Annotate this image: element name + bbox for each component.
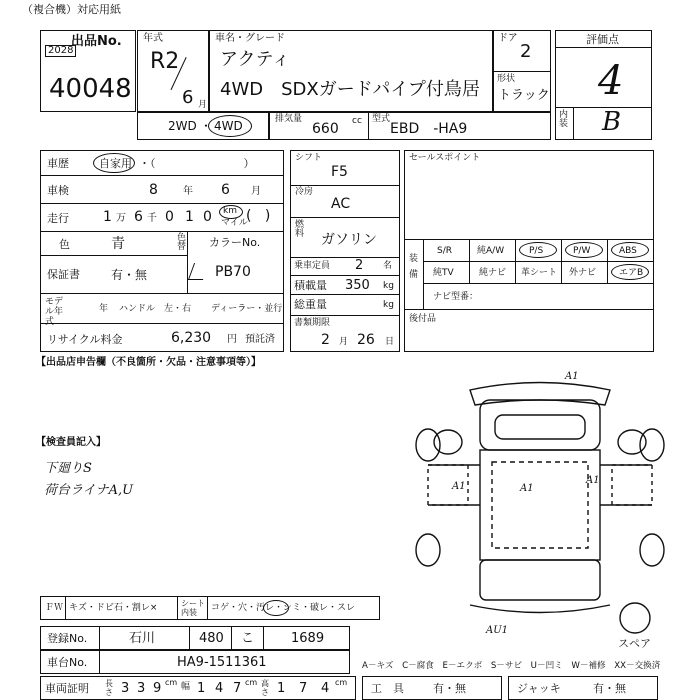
year-slash (128, 51, 139, 85)
equip-line-3 (405, 309, 653, 310)
type-label: 型式 (372, 114, 391, 124)
shape-value: トラック (498, 88, 550, 103)
cert-hei-label: 高さ (261, 679, 269, 697)
score-divider-top (556, 47, 651, 48)
score-value: 4 (598, 58, 624, 104)
displacement-box (269, 112, 551, 140)
spec-line-4 (291, 275, 399, 276)
tools-row (362, 676, 502, 700)
chassis-divider (99, 651, 100, 673)
weight-label: 総重量 (294, 298, 327, 311)
mileage-paren: ( ) (246, 208, 271, 224)
info-table (40, 150, 284, 352)
jack-row (508, 676, 658, 700)
seats-value: 2 (355, 258, 364, 273)
history-extra: ・（ ） (139, 157, 255, 170)
wheel-front-left (416, 429, 440, 461)
color-value: 青 (111, 236, 125, 252)
chassis-label: 車台No. (47, 656, 88, 669)
cert-hei-0: 1 (277, 681, 286, 696)
reg-class: 480 (199, 631, 224, 646)
warranty-label: 保証書 (47, 268, 80, 281)
legend-divider-1 (65, 597, 66, 619)
reg-kana: こ (241, 631, 255, 646)
mileage-d5: 1 (185, 209, 194, 225)
reg-divider-4 (263, 627, 264, 649)
spec-line-5 (291, 294, 399, 295)
mileage-d4: 0 (165, 209, 174, 225)
lot-tag (45, 45, 76, 57)
model-label: 車名・グレード (215, 33, 285, 44)
lot-box (40, 30, 136, 112)
mileage-d3: 千 (147, 213, 157, 224)
ac-value: AC (331, 196, 351, 212)
row-line-3 (41, 231, 283, 232)
equip-vline-0 (423, 239, 424, 309)
displacement-unit: cc (352, 116, 362, 126)
legend-fw: ＦＷ (45, 603, 64, 613)
legend-seat: シート内装 (181, 599, 205, 617)
equip-vline-2 (515, 239, 516, 283)
year-month: 6 (182, 87, 194, 108)
mark-a1-left: A1 (452, 481, 466, 492)
drive-4wd-circle (208, 115, 252, 137)
legend-divider-2 (177, 597, 178, 619)
registration-row (40, 626, 350, 650)
cert-len-1: 3 (137, 681, 146, 696)
declaration-label: 【出品店申告欄（不良箇所・欠品・注意事項等）】 (36, 357, 261, 368)
mileage-km-circle (219, 205, 243, 219)
equip-pw-circle (565, 242, 603, 258)
equip-aw: 純A/W (477, 246, 505, 256)
cert-hei-cm: cm (335, 678, 348, 687)
tools-label: 工 具 (371, 682, 404, 695)
seats-label: 乗車定員 (294, 261, 331, 271)
recycle-unit: 円 (227, 334, 237, 345)
tools-value: 有・無 (433, 682, 466, 695)
legend-seat-text: コゲ・穴・汚レ・シミ・破レ・スレ (211, 603, 356, 613)
mileage-d6: 0 (203, 209, 212, 225)
top-note: （複合機）対応用紙 (22, 3, 121, 16)
sales-divider (405, 239, 653, 240)
year-box (137, 30, 209, 112)
displacement-value: 660 (312, 121, 339, 137)
color-code: PB70 (215, 264, 251, 280)
history-value: 自家用 (99, 157, 132, 170)
row-line-6 (41, 323, 283, 324)
shift-label: シフト (295, 153, 323, 163)
cert-wid-label: 幅 (181, 682, 191, 692)
inspector-line2: 荷台ライナA,U (44, 483, 134, 498)
doors-divider (494, 71, 550, 72)
load-label: 積載量 (294, 279, 327, 292)
reg-number: 1689 (291, 631, 325, 646)
inspection-month-unit: 月 (251, 186, 261, 197)
legend-divider-3 (207, 597, 208, 619)
equip-airbag-circle (611, 264, 649, 280)
type-value: EBD -HA9 (390, 121, 468, 137)
lot-label: 出品No. (71, 34, 122, 49)
mileage-mile: マイル (221, 218, 248, 228)
mileage-km: km (223, 206, 237, 216)
windshield (495, 415, 585, 439)
mirror-right (618, 430, 646, 454)
mark-a1-right: A1 (586, 475, 600, 486)
recycle-note: 預託済 (245, 334, 275, 345)
equip-ps-circle (519, 242, 557, 258)
color-divider (187, 231, 188, 293)
color-code-label: カラーNo. (209, 236, 261, 249)
cert-hei-1: 7 (299, 681, 308, 696)
lot-number: 40048 (49, 74, 132, 104)
dealer-text: ディーラー・並行 (211, 304, 283, 314)
legend-stain-circle (263, 600, 289, 616)
reg-divider-2 (189, 627, 190, 649)
doc-month: 2 (321, 332, 330, 348)
inspection-year-unit: 年 (183, 186, 193, 197)
front-bumper (470, 383, 610, 406)
shape-label: 形状 (497, 74, 516, 84)
inspector-label: 【検査員記入】 (36, 437, 106, 448)
chassis-value: HA9-1511361 (177, 655, 267, 670)
model-grade: 4WD SDXガードパイプ付鳥居 (220, 79, 480, 100)
wheel-rear-left (416, 534, 440, 566)
legend-codes: A－キズ C－腐食 E－エクボ S－サビ U－凹ミ W－補修 XX－交換済 (362, 661, 661, 671)
warranty-value: 有・無 (111, 268, 148, 282)
color-change-label: 色替 (177, 233, 187, 252)
inspector-line1: 下廻りS (44, 461, 92, 476)
weight-unit: kg (383, 300, 394, 310)
wheel-front-right (640, 429, 664, 461)
year-era: R2 (150, 49, 180, 74)
doors-box (493, 30, 551, 112)
reg-divider-3 (231, 627, 232, 649)
spare-tire (620, 603, 650, 633)
jack-value: 有・無 (593, 682, 626, 695)
doc-month-unit: 月 (339, 337, 349, 347)
equip-navi: 純ナビ (479, 268, 507, 278)
mark-a1-bed: A1 (520, 483, 534, 494)
score-interior-divider (573, 107, 574, 139)
mark-au1-rear: AU1 (486, 625, 509, 636)
displacement-label: 排気量 (275, 114, 303, 124)
score-label: 評価点 (586, 33, 619, 46)
drive-2wd: 2WD (168, 119, 197, 133)
load-value: 350 (345, 278, 370, 293)
jack-label: ジャッキ (517, 682, 561, 695)
drive-4wd: 4WD (214, 119, 243, 133)
mileage-d2: 6 (134, 209, 143, 225)
reg-area: 石川 (129, 631, 156, 646)
cert-wid-2: 7 (233, 681, 242, 696)
inspection-label: 車検 (47, 184, 69, 197)
spec-line-3 (291, 257, 399, 258)
spec-line-1 (291, 185, 399, 186)
fuel-value: ガソリン (321, 232, 377, 248)
history-circle (93, 153, 135, 173)
bed (480, 450, 600, 560)
displacement-divider (368, 113, 369, 139)
fuel-label: 燃料 (295, 220, 305, 239)
doors-value: 2 (520, 41, 532, 62)
spec-table (290, 150, 400, 352)
mirror-left (434, 430, 462, 454)
model-year-label: モデル年式 (45, 297, 64, 327)
model-name: アクティ (220, 49, 291, 70)
doc-label: 書類期限 (294, 318, 331, 328)
handle-text: ハンドル 左・右 (119, 304, 192, 314)
recycle-value: 6,230 (171, 330, 212, 346)
side-right (612, 465, 652, 505)
ac-label: 冷房 (295, 187, 314, 197)
cert-wid-0: 1 (197, 681, 206, 696)
equip-airbag: エアB (619, 268, 644, 278)
doc-day-unit: 日 (385, 337, 395, 347)
sales-table (404, 150, 654, 352)
rear-bumper (470, 605, 610, 613)
equip-ext-navi: 外ナビ (569, 268, 597, 278)
color-code-mark (188, 263, 209, 280)
aftermarket-label: 後付品 (409, 314, 437, 324)
row-line-1 (41, 175, 283, 176)
legend-damage: キズ・ドビ石・割レ× (69, 603, 158, 613)
inspection-year: 8 (149, 182, 158, 198)
spec-line-6 (291, 315, 399, 316)
equip-tv: 純TV (433, 268, 454, 278)
cert-len-0: 3 (121, 681, 130, 696)
equipment-label: 装備 (409, 254, 419, 280)
cab-top (480, 400, 600, 450)
row-line-4 (41, 255, 187, 256)
row-line-2 (41, 203, 283, 204)
model-year-unit: 年 (99, 304, 109, 314)
cert-label: 車両証明 (45, 682, 89, 695)
cert-len-cm: cm (165, 678, 178, 687)
history-label: 車歴 (47, 157, 69, 170)
score-box (555, 30, 652, 140)
mileage-d1: 万 (116, 213, 126, 224)
recycle-label: リサイクル料金 (47, 333, 123, 346)
equip-abs: ABS (619, 246, 637, 256)
car-diagram (400, 370, 680, 650)
equip-ps: P/S (529, 246, 544, 256)
reg-divider-1 (99, 627, 100, 649)
equip-vline-3 (561, 239, 562, 283)
cert-len-label: 長さ (105, 679, 113, 697)
doors-label: ドア (498, 33, 518, 44)
nav-model-label: ナビ型番： (433, 292, 479, 302)
mileage-label: 走行 (47, 212, 69, 225)
row-line-5 (41, 293, 283, 294)
drive-box (137, 112, 269, 140)
cert-hei-2: 4 (321, 681, 330, 696)
equip-leather: 革シート (521, 268, 558, 278)
seats-unit: 名 (383, 261, 393, 271)
sales-point-label: セールスポイント (409, 153, 481, 163)
cert-len-2: 9 (153, 681, 162, 696)
equip-abs-circle (611, 242, 649, 258)
legend-row (40, 596, 380, 620)
reg-label: 登録No. (47, 632, 88, 645)
inspection-month: 6 (221, 182, 230, 198)
equip-line-1 (423, 261, 653, 262)
load-unit: kg (383, 281, 394, 291)
equip-sr: S/R (437, 246, 452, 256)
rear-panel (480, 560, 600, 600)
model-box (209, 30, 493, 112)
shift-value: F5 (331, 164, 348, 180)
equip-line-2 (423, 283, 653, 284)
year-month-unit: 月 (198, 100, 208, 110)
bed-floor (492, 462, 588, 548)
interior-label: 内装 (559, 110, 569, 129)
spec-line-2 (291, 217, 399, 218)
wheel-rear-right (640, 534, 664, 566)
certificate-row (40, 676, 356, 700)
interior-value: B (602, 107, 622, 137)
spare-label: スペア (618, 637, 651, 650)
mileage-d0: 1 (103, 209, 112, 225)
cert-wid-1: 4 (215, 681, 224, 696)
lot-tag-text: 2028 (48, 45, 74, 56)
year-label: 年式 (143, 33, 163, 44)
equip-vline-1 (469, 239, 470, 283)
equip-vline-4 (607, 239, 608, 283)
doc-day: 26 (357, 332, 375, 348)
chassis-row (40, 650, 350, 674)
color-label: 色 (59, 238, 70, 251)
drive-sep: ・ (200, 119, 213, 133)
equip-pw: P/W (573, 246, 591, 256)
cert-wid-cm: cm (245, 678, 258, 687)
mark-a1-front: A1 (565, 371, 579, 382)
